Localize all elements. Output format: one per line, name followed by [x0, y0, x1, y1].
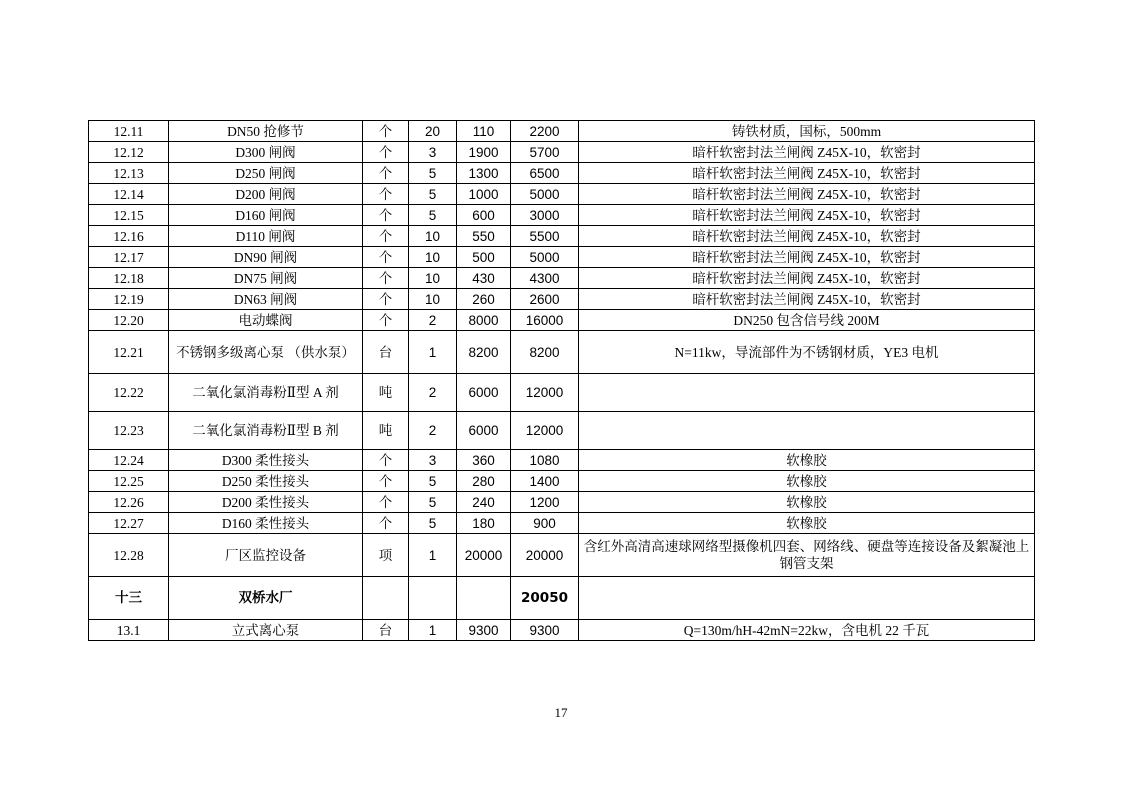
item-name-cell: D300 柔性接头 — [169, 450, 363, 471]
item-number-cell: 13.1 — [89, 620, 169, 641]
unit-cell: 个 — [363, 184, 409, 205]
total-cell: 9300 — [511, 620, 579, 641]
item-name-cell: D250 闸阀 — [169, 163, 363, 184]
total-cell: 5500 — [511, 226, 579, 247]
total-cell: 5700 — [511, 142, 579, 163]
table-row — [89, 331, 1035, 374]
total-cell: 20000 — [511, 534, 579, 577]
table-row — [89, 226, 1035, 247]
unit-cell: 个 — [363, 121, 409, 142]
remark-cell: N=11kw，导流部件为不锈钢材质，YE3 电机 — [579, 331, 1035, 374]
table-row — [89, 142, 1035, 163]
item-number-cell: 12.11 — [89, 121, 169, 142]
unit-cell: 个 — [363, 205, 409, 226]
table-row — [89, 620, 1035, 641]
remark-cell: 暗杆软密封法兰闸阀 Z45X-10，软密封 — [579, 247, 1035, 268]
item-number-cell: 12.27 — [89, 513, 169, 534]
table-row — [89, 374, 1035, 412]
item-name-cell: D200 柔性接头 — [169, 492, 363, 513]
unit-price-cell: 550 — [457, 226, 511, 247]
table-row — [89, 205, 1035, 226]
table-row — [89, 471, 1035, 492]
total-cell: 5000 — [511, 247, 579, 268]
quantity-cell: 2 — [409, 310, 457, 331]
remark-cell — [579, 374, 1035, 412]
quantity-cell: 3 — [409, 450, 457, 471]
quantity-cell: 5 — [409, 205, 457, 226]
unit-price-cell: 9300 — [457, 620, 511, 641]
unit-price-cell: 8000 — [457, 310, 511, 331]
unit-price-cell: 600 — [457, 205, 511, 226]
unit-price-cell: 20000 — [457, 534, 511, 577]
section-total-cell: 20050 — [511, 577, 579, 620]
total-cell: 1200 — [511, 492, 579, 513]
quantity-cell: 5 — [409, 184, 457, 205]
item-number-cell: 12.19 — [89, 289, 169, 310]
total-cell: 16000 — [511, 310, 579, 331]
unit-price-cell: 180 — [457, 513, 511, 534]
item-name-cell: 电动蝶阀 — [169, 310, 363, 331]
remark-cell: 暗杆软密封法兰闸阀 Z45X-10，软密封 — [579, 226, 1035, 247]
quantity-cell: 3 — [409, 142, 457, 163]
remark-cell: 软橡胶 — [579, 450, 1035, 471]
item-number-cell: 12.14 — [89, 184, 169, 205]
section-name-cell: 双桥水厂 — [169, 577, 363, 620]
unit-price-cell: 8200 — [457, 331, 511, 374]
item-name-cell: 不锈钢多级离心泵 （供水泵） — [169, 331, 363, 374]
unit-price-cell: 1000 — [457, 184, 511, 205]
total-cell: 8200 — [511, 331, 579, 374]
unit-cell: 个 — [363, 268, 409, 289]
unit-price-cell: 240 — [457, 492, 511, 513]
remark-cell: 暗杆软密封法兰闸阀 Z45X-10，软密封 — [579, 163, 1035, 184]
total-cell: 2600 — [511, 289, 579, 310]
table-body — [89, 121, 1035, 641]
total-cell: 12000 — [511, 374, 579, 412]
page-number: 17 — [554, 705, 568, 720]
unit-cell: 个 — [363, 142, 409, 163]
table-row — [89, 310, 1035, 331]
remark-cell: 铸铁材质，国标，500mm — [579, 121, 1035, 142]
table-row — [89, 289, 1035, 310]
empty-cell — [457, 577, 511, 620]
item-number-cell: 12.24 — [89, 450, 169, 471]
quantity-cell: 10 — [409, 226, 457, 247]
item-name-cell: D250 柔性接头 — [169, 471, 363, 492]
unit-cell: 个 — [363, 471, 409, 492]
unit-cell: 吨 — [363, 412, 409, 450]
total-cell: 12000 — [511, 412, 579, 450]
unit-cell: 个 — [363, 492, 409, 513]
table-row — [89, 492, 1035, 513]
table-row — [89, 163, 1035, 184]
quantity-cell: 1 — [409, 620, 457, 641]
remark-cell: DN250 包含信号线 200M — [579, 310, 1035, 331]
remark-cell: 软橡胶 — [579, 492, 1035, 513]
item-name-cell: D200 闸阀 — [169, 184, 363, 205]
unit-cell: 台 — [363, 620, 409, 641]
total-cell: 900 — [511, 513, 579, 534]
item-number-cell: 12.26 — [89, 492, 169, 513]
quantity-cell: 10 — [409, 247, 457, 268]
item-number-cell: 12.15 — [89, 205, 169, 226]
table-row — [89, 412, 1035, 450]
unit-price-cell: 260 — [457, 289, 511, 310]
quantity-cell: 2 — [409, 374, 457, 412]
item-name-cell: 厂区监控设备 — [169, 534, 363, 577]
item-number-cell: 12.18 — [89, 268, 169, 289]
remark-cell: 暗杆软密封法兰闸阀 Z45X-10，软密封 — [579, 205, 1035, 226]
total-cell: 2200 — [511, 121, 579, 142]
unit-cell: 吨 — [363, 374, 409, 412]
unit-cell: 个 — [363, 163, 409, 184]
quantity-cell: 5 — [409, 471, 457, 492]
unit-cell: 台 — [363, 331, 409, 374]
item-number-cell: 12.12 — [89, 142, 169, 163]
total-cell: 1080 — [511, 450, 579, 471]
item-number-cell: 12.25 — [89, 471, 169, 492]
item-number-cell: 12.13 — [89, 163, 169, 184]
table-row — [89, 268, 1035, 289]
item-name-cell: 二氧化氯消毒粉Ⅱ型 A 剂 — [169, 374, 363, 412]
item-name-cell: DN50 抢修节 — [169, 121, 363, 142]
item-name-cell: 二氧化氯消毒粉Ⅱ型 B 剂 — [169, 412, 363, 450]
quantity-cell: 5 — [409, 513, 457, 534]
item-name-cell: 立式离心泵 — [169, 620, 363, 641]
item-name-cell: D300 闸阀 — [169, 142, 363, 163]
unit-cell: 个 — [363, 289, 409, 310]
remark-cell: 含红外高清高速球网络型摄像机四套、网络线、硬盘等连接设备及絮凝池上钢管支架 — [579, 534, 1035, 577]
table-row — [89, 534, 1035, 577]
unit-cell: 个 — [363, 450, 409, 471]
table-row — [89, 513, 1035, 534]
item-name-cell: DN63 闸阀 — [169, 289, 363, 310]
unit-price-cell: 6000 — [457, 374, 511, 412]
remark-cell: 暗杆软密封法兰闸阀 Z45X-10，软密封 — [579, 289, 1035, 310]
item-name-cell: DN75 闸阀 — [169, 268, 363, 289]
remark-cell: 软橡胶 — [579, 471, 1035, 492]
item-number-cell: 12.21 — [89, 331, 169, 374]
item-name-cell: D160 闸阀 — [169, 205, 363, 226]
unit-price-cell: 6000 — [457, 412, 511, 450]
total-cell: 4300 — [511, 268, 579, 289]
unit-price-cell: 1300 — [457, 163, 511, 184]
quantity-cell: 10 — [409, 268, 457, 289]
unit-price-cell: 280 — [457, 471, 511, 492]
item-number-cell: 12.22 — [89, 374, 169, 412]
total-cell: 3000 — [511, 205, 579, 226]
section-number-cell: 十三 — [89, 577, 169, 620]
total-cell: 6500 — [511, 163, 579, 184]
equipment-table — [88, 120, 1035, 641]
table-row — [89, 247, 1035, 268]
unit-price-cell: 360 — [457, 450, 511, 471]
unit-cell: 项 — [363, 534, 409, 577]
unit-price-cell: 1900 — [457, 142, 511, 163]
item-number-cell: 12.16 — [89, 226, 169, 247]
unit-price-cell: 110 — [457, 121, 511, 142]
item-name-cell: D160 柔性接头 — [169, 513, 363, 534]
remark-cell: 暗杆软密封法兰闸阀 Z45X-10，软密封 — [579, 268, 1035, 289]
unit-cell: 个 — [363, 310, 409, 331]
empty-cell — [409, 577, 457, 620]
quantity-cell: 1 — [409, 534, 457, 577]
table-row — [89, 121, 1035, 142]
remark-cell — [579, 412, 1035, 450]
table-row — [89, 450, 1035, 471]
remark-cell: 暗杆软密封法兰闸阀 Z45X-10，软密封 — [579, 184, 1035, 205]
remark-cell: 软橡胶 — [579, 513, 1035, 534]
unit-cell: 个 — [363, 247, 409, 268]
total-cell: 1400 — [511, 471, 579, 492]
item-number-cell: 12.20 — [89, 310, 169, 331]
quantity-cell: 20 — [409, 121, 457, 142]
item-number-cell: 12.17 — [89, 247, 169, 268]
empty-cell — [579, 577, 1035, 620]
quantity-cell: 5 — [409, 492, 457, 513]
empty-cell — [363, 577, 409, 620]
quantity-cell: 10 — [409, 289, 457, 310]
total-cell: 5000 — [511, 184, 579, 205]
unit-cell: 个 — [363, 513, 409, 534]
item-number-cell: 12.23 — [89, 412, 169, 450]
section-row — [89, 577, 1035, 620]
remark-cell: 暗杆软密封法兰闸阀 Z45X-10，软密封 — [579, 142, 1035, 163]
item-number-cell: 12.28 — [89, 534, 169, 577]
item-name-cell: D110 闸阀 — [169, 226, 363, 247]
quantity-cell: 1 — [409, 331, 457, 374]
item-name-cell: DN90 闸阀 — [169, 247, 363, 268]
quantity-cell: 2 — [409, 412, 457, 450]
unit-cell: 个 — [363, 226, 409, 247]
table-row — [89, 184, 1035, 205]
remark-cell: Q=130m/hH-42mN=22kw，含电机 22 千瓦 — [579, 620, 1035, 641]
unit-price-cell: 430 — [457, 268, 511, 289]
unit-price-cell: 500 — [457, 247, 511, 268]
quantity-cell: 5 — [409, 163, 457, 184]
